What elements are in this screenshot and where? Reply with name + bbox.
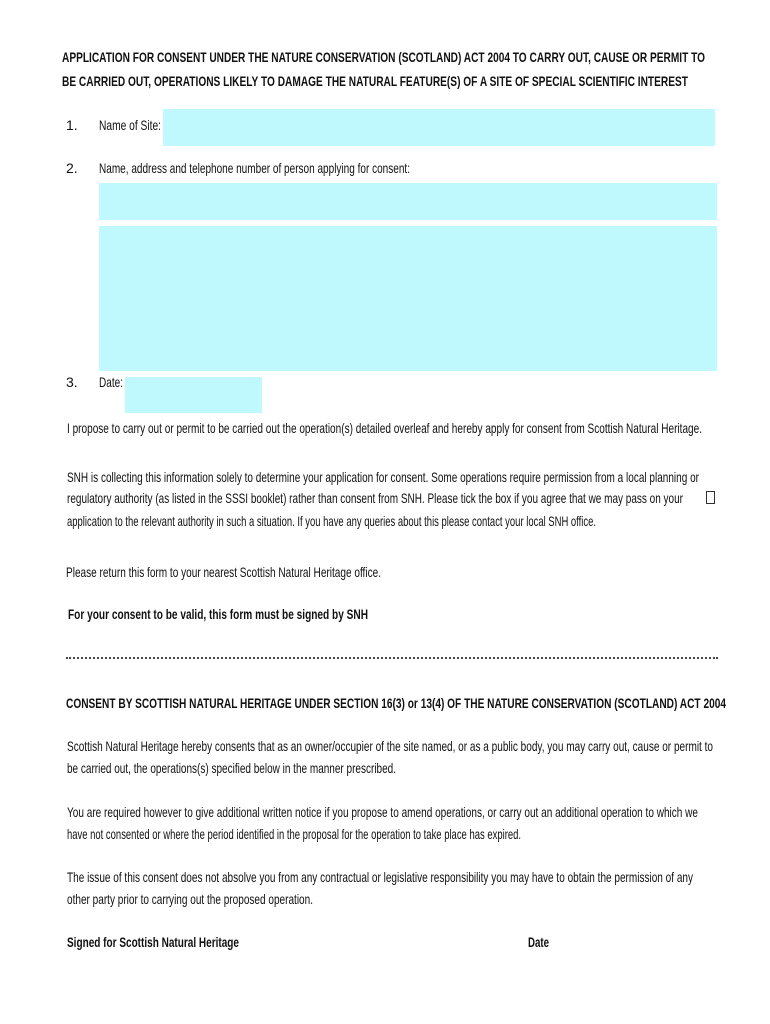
valid-text: For your consent to be valid, this form must be signed by SNH — [68, 606, 368, 622]
privacy-line: regulatory authority (as listed in the SSSI booklet) rather than consent from SNH. Please tick the box if you agree that we may pass on your — [67, 490, 683, 506]
title-line-1: APPLICATION FOR CONSENT UNDER THE NATURE CONSERVATION (SCOTLAND) ACT 2004 TO CARRY OUT, CAUSE OR PERMIT TO — [62, 49, 705, 65]
site-name-label: Name of Site: — [99, 117, 161, 133]
item-number: 3. — [66, 374, 78, 390]
consent-pass-on-checkbox[interactable] — [706, 491, 715, 504]
date-input[interactable] — [125, 377, 262, 413]
consent-heading: CONSENT BY SCOTTISH NATURAL HERITAGE UNDER SECTION 16(3) or 13(4) OF THE NATURE CONSERVATION (SCOTLAND) ACT 2004 — [66, 695, 726, 711]
applicant-address-input[interactable] — [99, 226, 717, 371]
cut-line-divider — [66, 657, 718, 659]
return-text: Please return this form to your nearest Scottish Natural Heritage office. — [66, 564, 381, 580]
consent-paragraph-line: Scottish Natural Heritage hereby consents that as an owner/occupier of the site named, or as a public body, you may carry out, cause or permit to — [67, 738, 713, 754]
item-number: 1. — [66, 117, 78, 133]
applicant-label: Name, address and telephone number of person applying for consent: — [99, 160, 410, 176]
applicant-name-input[interactable] — [99, 183, 717, 220]
title-line-2: BE CARRIED OUT, OPERATIONS LIKELY TO DAMAGE THE NATURAL FEATURE(S) OF A SITE OF SPECIAL SCIENTIFIC INTEREST — [62, 73, 688, 89]
consent-paragraph-line: other party prior to carrying out the proposed operation. — [67, 891, 313, 907]
consent-paragraph-line: have not consented or where the period identified in the proposal for the operation to take place has expired. — [67, 826, 521, 842]
site-name-input[interactable] — [163, 109, 715, 146]
date-label: Date: — [99, 374, 123, 390]
signed-label: Signed for Scottish Natural Heritage — [67, 934, 239, 950]
consent-paragraph-line: be carried out, the operations(s) specified below in the manner prescribed. — [67, 760, 396, 776]
propose-text: I propose to carry out or permit to be carried out the operation(s) detailed overleaf and hereby apply for consent from Scottish Natural Heritage. — [67, 420, 702, 436]
item-number: 2. — [66, 160, 78, 176]
consent-paragraph-line: The issue of this consent does not absolve you from any contractual or legislative responsibility you may have to obtain the permission of any — [67, 869, 693, 885]
date-signed-label: Date — [528, 934, 549, 950]
privacy-line: application to the relevant authority in such a situation. If you have any queries about this please contact your local SNH office. — [67, 513, 596, 529]
consent-paragraph-line: You are required however to give additional written notice if you propose to amend operations, or carry out an additional operation to which we — [67, 804, 698, 820]
privacy-line: SNH is collecting this information solely to determine your application for consent. Some operations require permission from a local planning or — [67, 469, 699, 485]
